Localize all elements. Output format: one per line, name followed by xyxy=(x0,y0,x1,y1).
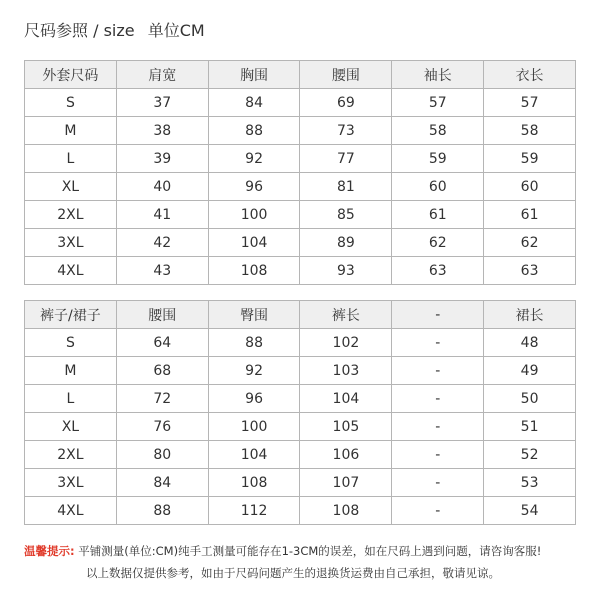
tip-label: 温馨提示: xyxy=(24,544,75,558)
jacket-size-table xyxy=(24,60,576,285)
table-cell: 76 xyxy=(116,413,208,441)
table-cell: 77 xyxy=(300,145,392,173)
table-cell: 58 xyxy=(392,117,484,145)
size-label-cell: XL xyxy=(25,413,117,441)
size-chart-header xyxy=(24,18,205,41)
table-cell: 58 xyxy=(484,117,576,145)
size-label-cell: 2XL xyxy=(25,441,117,469)
table-header-row xyxy=(25,301,576,329)
table-cell: 108 xyxy=(300,497,392,525)
table-header-row xyxy=(25,61,576,89)
table-cell: 80 xyxy=(116,441,208,469)
table-row xyxy=(25,117,576,145)
table-cell: - xyxy=(392,441,484,469)
table-cell: 42 xyxy=(116,229,208,257)
size-label-cell: 3XL xyxy=(25,469,117,497)
table-header-cell: 裤子/裙子 xyxy=(25,301,117,329)
table-row xyxy=(25,89,576,117)
table-cell: 68 xyxy=(116,357,208,385)
table-cell: - xyxy=(392,329,484,357)
table-header-cell: 裙长 xyxy=(484,301,576,329)
table-cell: 85 xyxy=(300,201,392,229)
table-cell: 51 xyxy=(484,413,576,441)
table-cell: 63 xyxy=(392,257,484,285)
table-cell: 100 xyxy=(208,201,300,229)
table-cell: 39 xyxy=(116,145,208,173)
table-cell: 49 xyxy=(484,357,576,385)
table-cell: 108 xyxy=(208,257,300,285)
table-header-cell: 腰围 xyxy=(300,61,392,89)
table-row xyxy=(25,441,576,469)
table-cell: 59 xyxy=(392,145,484,173)
table-cell: 84 xyxy=(116,469,208,497)
table-cell: 103 xyxy=(300,357,392,385)
table-cell: 92 xyxy=(208,145,300,173)
table-cell: 40 xyxy=(116,173,208,201)
notes-section xyxy=(24,540,541,584)
table-cell: 104 xyxy=(208,441,300,469)
size-label-cell: 4XL xyxy=(25,497,117,525)
table-cell: 88 xyxy=(116,497,208,525)
size-label-cell: 4XL xyxy=(25,257,117,285)
unit-label: 单位CM xyxy=(147,21,205,40)
size-label-cell: S xyxy=(25,329,117,357)
table-header-cell: 胸围 xyxy=(208,61,300,89)
table-cell: - xyxy=(392,385,484,413)
table-cell: 112 xyxy=(208,497,300,525)
table-cell: 96 xyxy=(208,385,300,413)
table-cell: - xyxy=(392,469,484,497)
table-row xyxy=(25,469,576,497)
table-cell: 100 xyxy=(208,413,300,441)
table-cell: 88 xyxy=(208,117,300,145)
table-cell: 37 xyxy=(116,89,208,117)
table-row xyxy=(25,329,576,357)
pants-skirt-size-table-body xyxy=(25,301,576,525)
table-cell: 89 xyxy=(300,229,392,257)
size-chart-title: 尺码参照 / size xyxy=(24,21,135,40)
table-cell: 57 xyxy=(392,89,484,117)
table-header-cell: 外套尺码 xyxy=(25,61,117,89)
table-cell: 104 xyxy=(300,385,392,413)
table-header-cell: - xyxy=(392,301,484,329)
table-cell: 52 xyxy=(484,441,576,469)
table-cell: 59 xyxy=(484,145,576,173)
table-cell: 107 xyxy=(300,469,392,497)
table-cell: 92 xyxy=(208,357,300,385)
table-cell: 64 xyxy=(116,329,208,357)
table-header-cell: 腰围 xyxy=(116,301,208,329)
table-header-cell: 裤长 xyxy=(300,301,392,329)
size-label-cell: 2XL xyxy=(25,201,117,229)
table-row xyxy=(25,385,576,413)
table-cell: 88 xyxy=(208,329,300,357)
table-header-cell: 衣长 xyxy=(484,61,576,89)
table-cell: 54 xyxy=(484,497,576,525)
table-cell: 43 xyxy=(116,257,208,285)
table-cell: 104 xyxy=(208,229,300,257)
size-label-cell: L xyxy=(25,145,117,173)
table-cell: 60 xyxy=(392,173,484,201)
table-cell: 93 xyxy=(300,257,392,285)
table-cell: 62 xyxy=(484,229,576,257)
size-label-cell: M xyxy=(25,117,117,145)
table-cell: 60 xyxy=(484,173,576,201)
table-header-cell: 肩宽 xyxy=(116,61,208,89)
notes-line-2 xyxy=(24,562,541,584)
table-cell: 72 xyxy=(116,385,208,413)
table-header-cell: 臀围 xyxy=(208,301,300,329)
size-label-cell: 3XL xyxy=(25,229,117,257)
size-label-cell: M xyxy=(25,357,117,385)
size-label-cell: L xyxy=(25,385,117,413)
notes-text-1: 平铺测量(单位:CM)纯手工测量可能存在1-3CM的误差，如在尺码上遇到问题，请咨询客服! xyxy=(78,544,542,558)
notes-text-2: 以上数据仅提供参考，如由于尺码问题产生的退换货运费由自己承担，敬请见谅。 xyxy=(86,566,500,580)
table-cell: - xyxy=(392,413,484,441)
table-cell: 105 xyxy=(300,413,392,441)
table-cell: 61 xyxy=(484,201,576,229)
table-cell: 84 xyxy=(208,89,300,117)
size-label-cell: XL xyxy=(25,173,117,201)
table-cell: 73 xyxy=(300,117,392,145)
table-cell: 57 xyxy=(484,89,576,117)
table-cell: - xyxy=(392,357,484,385)
table-row xyxy=(25,173,576,201)
table-cell: 108 xyxy=(208,469,300,497)
table-cell: 38 xyxy=(116,117,208,145)
notes-line-1 xyxy=(24,540,541,562)
table-cell: - xyxy=(392,497,484,525)
table-cell: 62 xyxy=(392,229,484,257)
table-cell: 102 xyxy=(300,329,392,357)
table-row xyxy=(25,497,576,525)
table-row xyxy=(25,257,576,285)
table-cell: 81 xyxy=(300,173,392,201)
size-label-cell: S xyxy=(25,89,117,117)
table-cell: 106 xyxy=(300,441,392,469)
table-row xyxy=(25,229,576,257)
table-row xyxy=(25,357,576,385)
table-row xyxy=(25,145,576,173)
table-cell: 61 xyxy=(392,201,484,229)
table-cell: 63 xyxy=(484,257,576,285)
table-cell: 50 xyxy=(484,385,576,413)
table-cell: 41 xyxy=(116,201,208,229)
pants-skirt-size-table xyxy=(24,300,576,525)
table-cell: 48 xyxy=(484,329,576,357)
jacket-size-table-body xyxy=(25,61,576,285)
table-cell: 96 xyxy=(208,173,300,201)
table-cell: 53 xyxy=(484,469,576,497)
table-row xyxy=(25,201,576,229)
table-row xyxy=(25,413,576,441)
table-header-cell: 袖长 xyxy=(392,61,484,89)
table-cell: 69 xyxy=(300,89,392,117)
